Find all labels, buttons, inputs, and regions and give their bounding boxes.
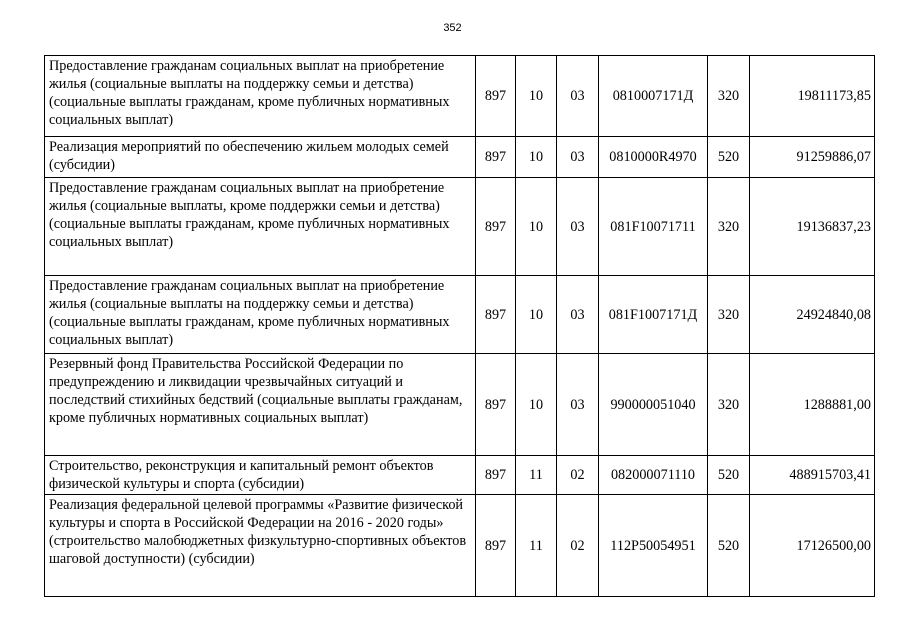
expense-type-code: 320 xyxy=(708,178,750,276)
target-article-code: 081F1007171Д xyxy=(599,276,708,354)
expense-type-code: 320 xyxy=(708,276,750,354)
table-row xyxy=(45,178,875,276)
expense-type-code: 520 xyxy=(708,456,750,495)
section-code: 10 xyxy=(516,56,557,137)
row-description: Реализация мероприятий по обеспечению жильем молодых семей (субсидии) xyxy=(45,137,476,178)
subsection-code: 03 xyxy=(557,178,599,276)
subsection-code: 03 xyxy=(557,276,599,354)
subsection-code: 02 xyxy=(557,495,599,597)
target-article-code: 082000071110 xyxy=(599,456,708,495)
section-code: 11 xyxy=(516,456,557,495)
table-row xyxy=(45,354,875,456)
admin-code: 897 xyxy=(476,56,516,137)
target-article-code: 112P50054951 xyxy=(599,495,708,597)
row-description: Резервный фонд Правительства Российской Федерации по предупреждению и ликвидации чрезвычайных ситуаций и последствий стихийных бедствий (социальные выплаты гражданам, кроме публичных нормативных социальных выплат) xyxy=(45,354,476,456)
admin-code: 897 xyxy=(476,354,516,456)
amount: 1288881,00 xyxy=(750,354,875,456)
subsection-code: 03 xyxy=(557,354,599,456)
table-row xyxy=(45,456,875,495)
section-code: 10 xyxy=(516,178,557,276)
row-description: Предоставление гражданам социальных выплат на приобретение жилья (социальные выплаты на поддержку семьи и детства) (социальные выплаты гражданам, кроме публичных нормативных социальных выплат) xyxy=(45,276,476,354)
amount: 19811173,85 xyxy=(750,56,875,137)
amount: 19136837,23 xyxy=(750,178,875,276)
table-row xyxy=(45,495,875,597)
row-description: Строительство, реконструкция и капитальный ремонт объектов физической культуры и спорта (субсидии) xyxy=(45,456,476,495)
target-article-code: 990000051040 xyxy=(599,354,708,456)
admin-code: 897 xyxy=(476,456,516,495)
amount: 24924840,08 xyxy=(750,276,875,354)
subsection-code: 03 xyxy=(557,137,599,178)
table-row xyxy=(45,137,875,178)
admin-code: 897 xyxy=(476,137,516,178)
target-article-code: 0810000R4970 xyxy=(599,137,708,178)
expense-type-code: 520 xyxy=(708,137,750,178)
amount: 17126500,00 xyxy=(750,495,875,597)
row-description: Реализация федеральной целевой программы «Развитие физической культуры и спорта в Российской Федерации на 2016 - 2020 годы» (строительство малобюджетных физкультурно-спортивных объектов шаговой доступности) (субсидии) xyxy=(45,495,476,597)
expense-type-code: 320 xyxy=(708,56,750,137)
table-row xyxy=(45,56,875,137)
row-description: Предоставление гражданам социальных выплат на приобретение жилья (социальные выплаты на поддержку семьи и детства) (социальные выплаты гражданам, кроме публичных нормативных социальных выплат) xyxy=(45,56,476,137)
section-code: 10 xyxy=(516,276,557,354)
target-article-code: 0810007171Д xyxy=(599,56,708,137)
table-row xyxy=(45,276,875,354)
section-code: 10 xyxy=(516,137,557,178)
admin-code: 897 xyxy=(476,178,516,276)
admin-code: 897 xyxy=(476,276,516,354)
amount: 91259886,07 xyxy=(750,137,875,178)
expense-type-code: 320 xyxy=(708,354,750,456)
expense-type-code: 520 xyxy=(708,495,750,597)
row-description: Предоставление гражданам социальных выплат на приобретение жилья (социальные выплаты, кроме поддержки семьи и детства) (социальные выплаты гражданам, кроме публичных нормативных социальных выплат) xyxy=(45,178,476,276)
admin-code: 897 xyxy=(476,495,516,597)
subsection-code: 02 xyxy=(557,456,599,495)
section-code: 10 xyxy=(516,354,557,456)
budget-table xyxy=(44,55,875,597)
target-article-code: 081F10071711 xyxy=(599,178,708,276)
section-code: 11 xyxy=(516,495,557,597)
subsection-code: 03 xyxy=(557,56,599,137)
page-number: 352 xyxy=(443,22,462,34)
amount: 488915703,41 xyxy=(750,456,875,495)
